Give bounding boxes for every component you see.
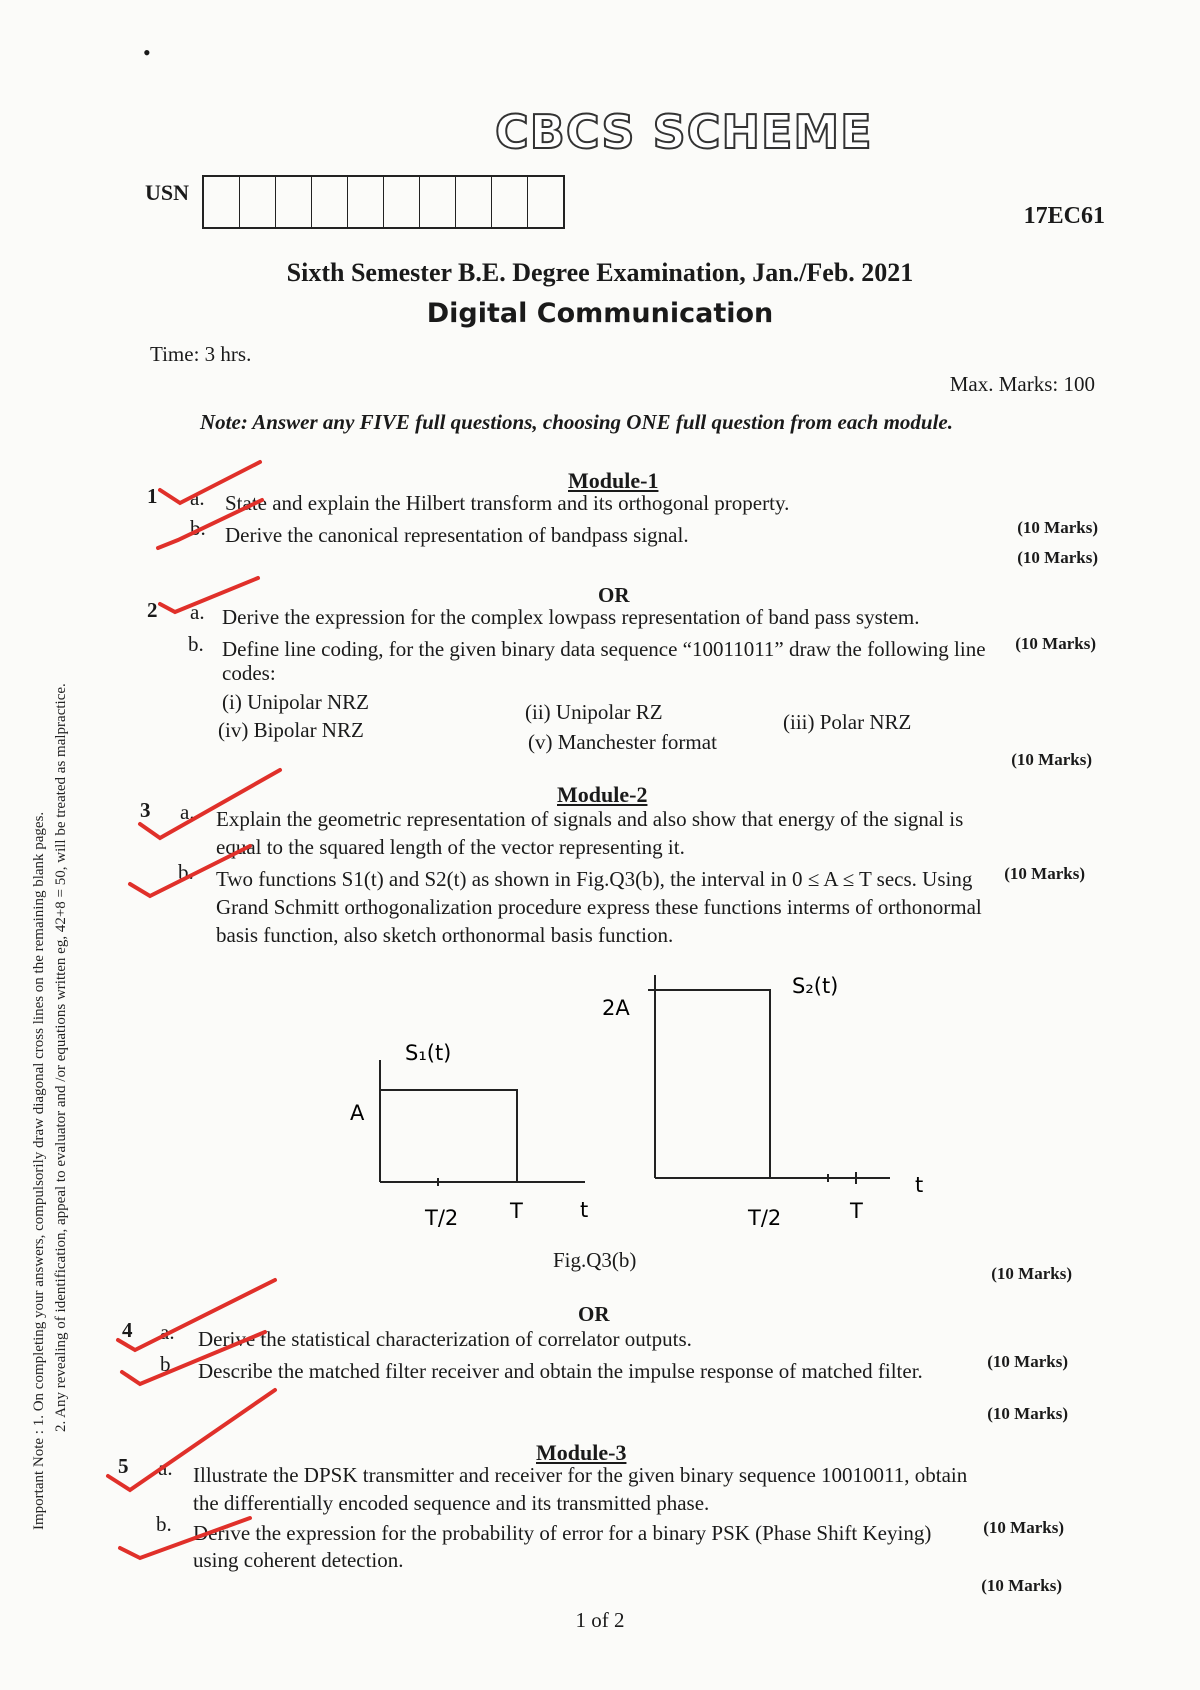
question-number: 2 (147, 598, 158, 622)
question-2a: Derive the expression for the complex lowpass representation of band pass system. (222, 605, 920, 629)
subject-title: Digital Communication (426, 298, 774, 329)
marks-label: (10 Marks) (983, 1518, 1064, 1537)
tick-mark (140, 770, 280, 838)
part-label: b. (188, 632, 204, 656)
marks-label: (10 Marks) (1017, 548, 1098, 567)
question-5b-line1: Derive the expression for the probability of error for a binary PSK (Phase Shift Keying) (193, 1521, 932, 1545)
question-5a-line2: the differentially encoded sequence and its transmitted phase. (193, 1491, 710, 1515)
t-axis-label-1: t (580, 1198, 589, 1222)
question-5b-line2: using coherent detection. (193, 1548, 404, 1572)
part-label: b. (178, 860, 194, 884)
tick-mark (120, 1518, 250, 1558)
question-3b-line2: Grand Schmitt orthogonalization procedure express these functions interms of orthonormal (216, 895, 982, 919)
s2-label: S₂(t) (792, 974, 839, 998)
question-4b: Describe the matched filter receiver and obtain the impulse response of matched filter. (198, 1359, 923, 1383)
code-item: (v) Manchester format (528, 730, 717, 754)
marks-label: (10 Marks) (987, 1404, 1068, 1423)
side-note-line2: 2. Any revealing of identification, appeal to evaluator and /or equations written eg, 42+8 = 50, will be treated as malpractice. (53, 683, 69, 1432)
question-number: 5 (118, 1454, 129, 1478)
exam-title: Sixth Semester B.E. Degree Examination, Jan./Feb. 2021 (286, 258, 914, 287)
part-label: a. (190, 600, 205, 624)
marks-label: (10 Marks) (1015, 634, 1096, 653)
side-note-line1: Important Note : 1. On completing your answers, compulsorily draw diagonal cross lines on the remaining blank pages. (31, 811, 47, 1530)
marks-label: (10 Marks) (987, 1352, 1068, 1371)
question-1a: State and explain the Hilbert transform and its orthogonal property. (225, 491, 790, 515)
question-2b-line2: codes: (222, 661, 276, 685)
or-divider: OR (598, 583, 630, 607)
part-label: b. (156, 1512, 172, 1536)
question-3b-line3: basis function, also sketch orthonormal basis function. (216, 923, 674, 947)
question-number: 1 (147, 484, 158, 508)
tick-mark (108, 1390, 275, 1490)
module-1-heading: Module-1 (568, 468, 659, 493)
s2-amplitude: 2A (602, 996, 630, 1020)
instructions-note: Note: Answer any FIVE full questions, choosing ONE full question from each module. (200, 410, 953, 434)
code-item: (iv) Bipolar NRZ (218, 718, 364, 742)
question-3a-line2: equal to the squared length of the vector representing it. (216, 835, 685, 859)
part-label: a. (160, 1320, 175, 1344)
part-label: a. (190, 486, 205, 510)
question-2b-line1: Define line coding, for the given binary data sequence “10011011” draw the following line (222, 637, 986, 661)
tick-mark (122, 1332, 265, 1384)
code-item: (iii) Polar NRZ (783, 710, 912, 734)
code-item: (i) Unipolar NRZ (222, 690, 369, 714)
question-4a: Derive the statistical characterization of correlator outputs. (198, 1327, 692, 1351)
question-5a-line1: Illustrate the DPSK transmitter and receiver for the given binary sequence 10010011, obtain (193, 1463, 968, 1487)
t-label-2: T (850, 1199, 863, 1223)
s1-amplitude: A (350, 1101, 365, 1125)
marks-label: (10 Marks) (1004, 864, 1085, 883)
t-half-label-1: T/2 (425, 1206, 459, 1230)
marks-label: (10 Marks) (981, 1576, 1062, 1595)
tick-mark (160, 462, 260, 503)
course-code: 17EC61 (1023, 203, 1105, 229)
time-label: Time: 3 hrs. (150, 342, 252, 366)
usn-label: USN (145, 180, 190, 205)
part-label: b. (190, 516, 206, 540)
or-divider: OR (578, 1302, 610, 1326)
t-half-label-2: T/2 (748, 1206, 782, 1230)
tick-mark (130, 846, 250, 896)
part-label: a. (158, 1456, 173, 1480)
s1-label: S₁(t) (405, 1041, 452, 1065)
tick-mark (158, 500, 262, 548)
marks-label: (10 Marks) (1017, 518, 1098, 537)
code-item: (ii) Unipolar RZ (525, 700, 663, 724)
figure-caption: Fig.Q3(b) (553, 1248, 637, 1272)
scheme-logo: CBCS SCHEME (495, 105, 873, 159)
part-label: a. (180, 800, 195, 824)
module-3-heading: Module-3 (536, 1440, 627, 1465)
module-2-heading: Module-2 (557, 782, 648, 807)
part-label: b. (160, 1352, 176, 1376)
marks-label: (10 Marks) (991, 1264, 1072, 1283)
t-label-1: T (510, 1199, 523, 1223)
page-number: 1 of 2 (575, 1608, 625, 1632)
t-axis-label-2: t (915, 1173, 924, 1197)
ink-dot: • (143, 40, 151, 65)
tick-mark (160, 578, 258, 612)
question-number: 4 (122, 1318, 133, 1342)
question-number: 3 (140, 798, 151, 822)
question-3a-line1: Explain the geometric representation of signals and also show that energy of the signal is (216, 807, 964, 831)
question-3b-line1: Two functions S1(t) and S2(t) as shown in Fig.Q3(b), the interval in 0 ≤ A ≤ T secs. Using (216, 867, 973, 891)
max-marks: Max. Marks: 100 (949, 372, 1095, 396)
marks-label: (10 Marks) (1011, 750, 1092, 769)
question-1b: Derive the canonical representation of bandpass signal. (225, 523, 689, 547)
